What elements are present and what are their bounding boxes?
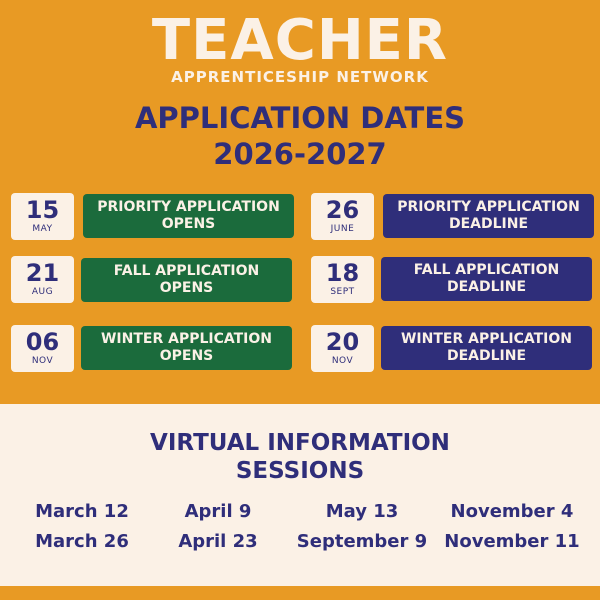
- date-month: AUG: [31, 287, 54, 297]
- sessions-section: [0, 404, 600, 586]
- logo-subtitle: APPRENTICESHIP NETWORK: [171, 68, 429, 86]
- sessions-title-2: SESSIONS: [235, 458, 365, 484]
- deadline-label: WINTER APPLICATION DEADLINE: [381, 326, 592, 370]
- date-badge: [311, 193, 374, 240]
- session-date: September 9: [296, 531, 428, 552]
- opens-label: PRIORITY APPLICATION OPENS: [83, 194, 294, 238]
- logo-title: TEACHER: [151, 8, 449, 73]
- deadline-label: PRIORITY APPLICATION DEADLINE: [383, 194, 594, 238]
- session-date: May 13: [325, 501, 399, 522]
- session-date: November 4: [450, 501, 574, 522]
- session-date: April 23: [178, 531, 258, 552]
- date-badge: [311, 325, 374, 372]
- date-badge: [311, 256, 374, 303]
- footer-bar: [0, 586, 600, 600]
- date-day: 18: [325, 259, 360, 287]
- date-badge: [11, 256, 74, 303]
- date-month: JUNE: [330, 224, 355, 234]
- date-month: SEPT: [330, 287, 355, 297]
- date-badge: [11, 325, 74, 372]
- date-day: 15: [25, 196, 60, 224]
- date-month: MAY: [32, 224, 53, 234]
- sessions-title: VIRTUAL INFORMATION: [150, 430, 450, 456]
- opens-label: FALL APPLICATION OPENS: [81, 258, 292, 302]
- session-date: March 12: [35, 501, 129, 522]
- date-day: 20: [325, 328, 360, 356]
- date-day: 26: [325, 196, 360, 224]
- page-title: APPLICATION DATES: [134, 101, 466, 135]
- page-year: 2026-2027: [213, 137, 387, 171]
- date-month: NOV: [31, 356, 54, 366]
- date-badge: [11, 193, 74, 240]
- date-day: 06: [25, 328, 60, 356]
- opens-label: WINTER APPLICATION OPENS: [81, 326, 292, 370]
- session-date: April 9: [184, 501, 252, 522]
- session-date: March 26: [35, 531, 129, 552]
- date-month: NOV: [331, 356, 354, 366]
- deadline-label: FALL APPLICATION DEADLINE: [381, 257, 592, 301]
- session-date: November 11: [444, 531, 580, 552]
- date-day: 21: [25, 259, 60, 287]
